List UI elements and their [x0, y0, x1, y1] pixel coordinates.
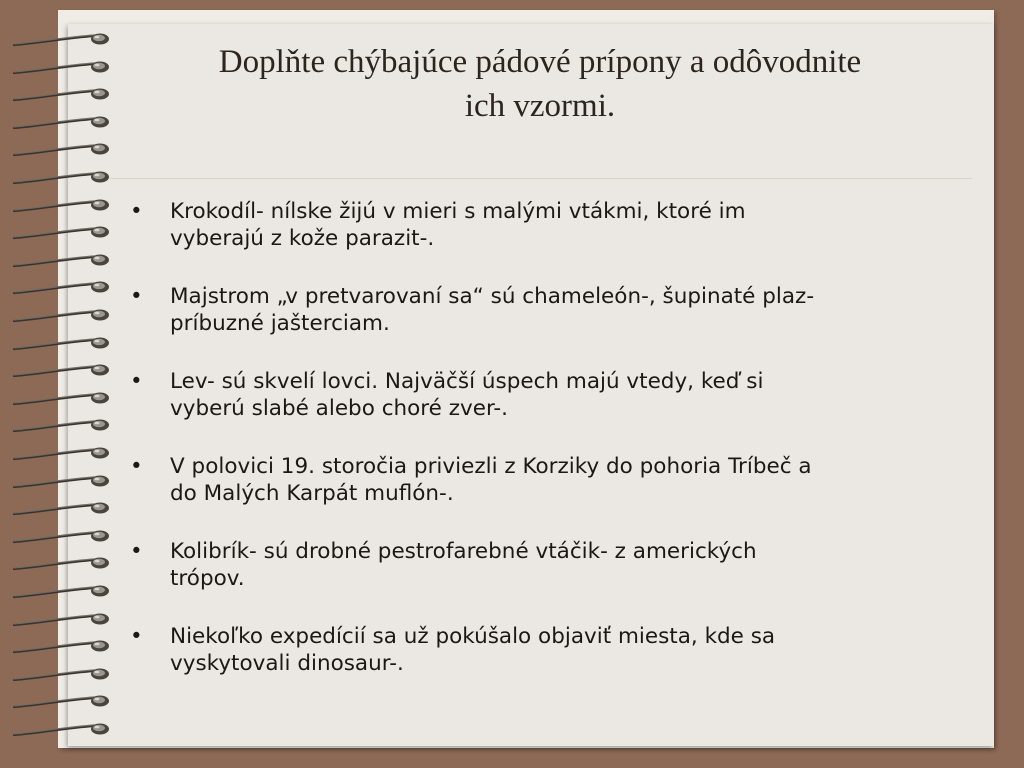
bullet-marker: •: [130, 284, 143, 309]
bullet-marker: •: [130, 454, 143, 479]
spiral-ring-icon: [10, 306, 112, 324]
bullet-line-2: vyberajú z kože parazit-.: [170, 226, 435, 251]
bullet-item: [130, 198, 960, 252]
spiral-ring-icon: [10, 692, 112, 710]
title-line-2: ich vzormi.: [464, 88, 616, 124]
spiral-ring-icon: [10, 30, 112, 48]
bullet-line-1: Krokodíl- nílske žijú v mieri s malými vtákmi, ktoré im: [170, 199, 746, 224]
bullet-item: [130, 623, 960, 677]
title-divider: [110, 178, 972, 179]
bullet-line-2: príbuzné jašterciam.: [170, 311, 390, 336]
bullet-item: [130, 538, 960, 592]
spiral-ring-icon: [10, 196, 112, 214]
spiral-ring-icon: [10, 58, 112, 76]
bullet-line-1: Niekoľko expedícií sa už pokúšalo objaviť miesta, kde sa: [170, 624, 776, 649]
bullet-marker: •: [130, 199, 143, 224]
spiral-ring-icon: [10, 140, 112, 158]
bullet-list: [130, 198, 960, 708]
spiral-ring-icon: [10, 527, 112, 545]
spiral-ring-icon: [10, 278, 112, 296]
spiral-ring-icon: [10, 499, 112, 517]
bullet-marker: •: [130, 369, 143, 394]
spiral-ring-icon: [10, 334, 112, 352]
spiral-ring-icon: [10, 168, 112, 186]
bullet-marker: •: [130, 539, 143, 564]
title-line-1: Doplňte chýbajúce pádové prípony a odôvodnite: [218, 44, 862, 80]
bullet-item: [130, 283, 960, 337]
spiral-ring-icon: [10, 416, 112, 434]
bullet-line-2: vyskytovali dinosaur-.: [170, 651, 404, 676]
bullet-line-1: Majstrom „v pretvarovaní sa“ sú chameleón-, šupinaté plaz-: [170, 284, 815, 309]
bullet-line-1: V polovici 19. storočia priviezli z Korziky do pohoria Tríbeč a: [170, 454, 812, 479]
spiral-ring-icon: [10, 610, 112, 628]
spiral-ring-icon: [10, 223, 112, 241]
spiral-ring-icon: [10, 361, 112, 379]
spiral-ring-icon: [10, 251, 112, 269]
bullet-line-2: do Malých Karpát muflón-.: [170, 481, 454, 506]
spiral-ring-icon: [10, 389, 112, 407]
spiral-ring-icon: [10, 665, 112, 683]
bullet-item: [130, 368, 960, 422]
spiral-ring-icon: [10, 113, 112, 131]
slide-title: [110, 40, 970, 128]
spiral-ring-icon: [10, 554, 112, 572]
bullet-item: [130, 453, 960, 507]
bullet-line-2: vyberú slabé alebo choré zver-.: [170, 396, 509, 421]
bullet-marker: •: [130, 624, 143, 649]
spiral-ring-icon: [10, 582, 112, 600]
spiral-ring-icon: [10, 720, 112, 738]
bullet-line-2: trópov.: [170, 566, 245, 591]
bullet-line-1: Lev- sú skvelí lovci. Najväčší úspech majú vtedy, keď si: [170, 369, 764, 394]
bullet-line-1: Kolibrík- sú drobné pestrofarebné vtáčik- z amerických: [170, 539, 757, 564]
spiral-ring-icon: [10, 444, 112, 462]
spiral-ring-icon: [10, 472, 112, 490]
spiral-ring-icon: [10, 637, 112, 655]
spiral-ring-icon: [10, 85, 112, 103]
